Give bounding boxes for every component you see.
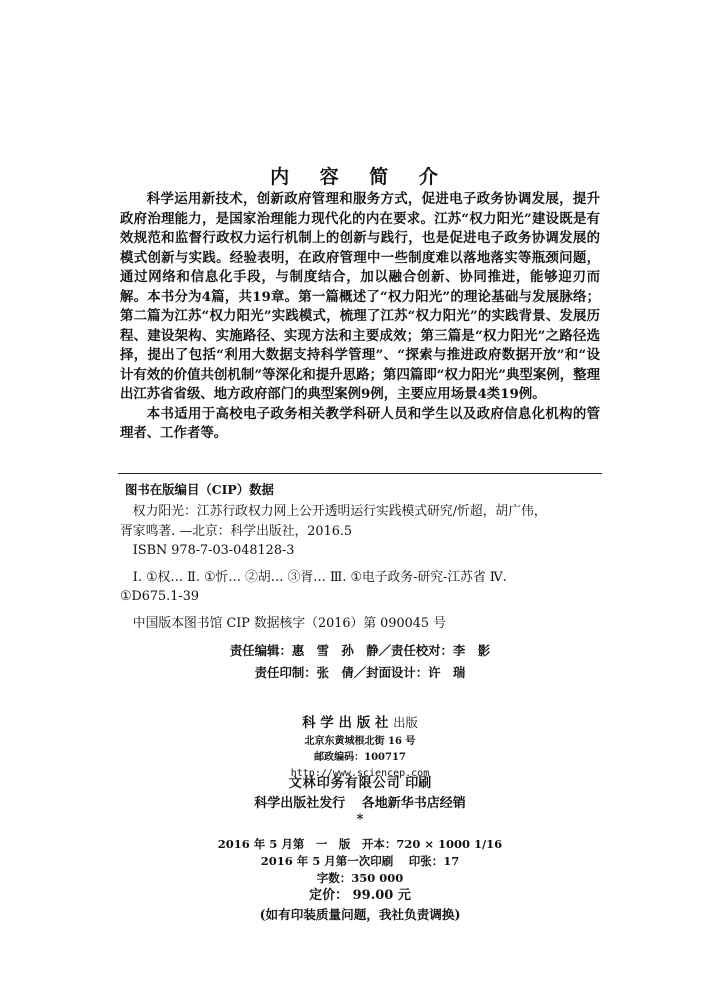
edition-line-2: 2016 年 5 月第一次印刷 印张：17 [260,854,460,868]
printer-block [0,774,720,826]
cip-classification-number: ①D675.1-39 [120,589,199,604]
credits-editors: 责任编辑：惠 雪 孙 静／责任校对：李 影 [229,643,491,658]
edition-block [0,836,720,923]
cip-author-line: 胥家鸣著. —北京：科学出版社，2016.5 [120,523,353,539]
abstract [120,190,600,444]
quality-note: (如有印装质量问题，我社负责调换) [259,907,461,922]
publisher-name: 科 学 出 版 社 [302,715,389,731]
cip-classification: Ⅰ. ①权… Ⅱ. ①忻… ②胡… ③胥… Ⅲ. ①电子政务-研究-江苏省 Ⅳ. [132,569,507,585]
cip-heading: 图书在版编目（CIP）数据 [125,482,274,497]
section-divider [118,473,602,474]
cip-number: 中国版本图书馆 CIP 数据核字（2016）第 090045 号 [132,615,446,631]
printer-line [0,774,720,794]
publisher-block [0,712,720,782]
distribution-right: 各地新华书店经销 [361,796,466,811]
publisher-name-line [0,712,720,734]
abstract-paragraph-2: 本书适用于高校电子政务相关教学科研人员和学生以及政府信息化机构的管理者、工作者等。 [120,405,600,441]
printer-name-suffix: 印刷 [405,776,432,791]
price: 定价： 99.00 元 [309,888,411,903]
publisher-postcode: 邮政编码：100717 [314,752,406,763]
cip-title-line: 权力阳光：江苏行政权力网上公开透明运行实践模式研究/忻超，胡广伟， [132,504,547,519]
publisher-url: http://www.sciencep.com [290,768,430,779]
separator-star: * [356,812,364,827]
cip-record [120,502,600,633]
distribution-line [0,794,720,814]
cip-isbn: ISBN 978-7-03-048128-3 [132,543,295,558]
page-title: 内 容 简 介 [270,166,450,188]
publisher-name-suffix: 出版 [393,715,418,730]
distribution-left: 科学出版社发行 [254,796,346,811]
credits-production: 责任印制：张 倩／封面设计：许 瑞 [254,665,466,680]
publisher-address: 北京东黄城根北街 16 号 [304,736,416,747]
word-count: 字数：350 000 [316,871,404,885]
abstract-paragraph-1: 科学运用新技术，创新政府管理和服务方式，促进电子政务协调发展，提升政府治理能力，是国家治理能力现代化的内在要求。江苏“权力阳光”建设既是有效规范和监督行政权力运行机制上的创新与践行，也是促进电子政务协调发展的模式创新与实践。经验表明，在政府管理中一些制度难以落地落实等瓶颈问题，通过网络和信息化手段，与制度结合，加以融合创新、协同推进，能够迎刃而解。本书分为4篇，共19章。第一篇概述了“权力阳光”的理论基础与发展脉络；第二篇为江苏“权力阳光”实践模式，梳理了江苏“权力阳光”的实践背景、发展历程、建设架构、实施路径、实现方法和主要成效；第三篇是“权力阳光”之路径选择，提出了包括“利用大数据支持科学管理”、“探索与推进政府数据开放”和“设计有效的价值共创机制”等深化和提升思路；第四篇即“权力阳光”典型案例，整理出江苏省省级、地方政府部门的典型案例9例，主要应用场景4类19例。 [120,191,600,402]
edition-line-1: 2016 年 5 月第 一 版 开本：720 × 1000 1/16 [217,837,503,851]
printer-name: 文林印务有限公司 [288,776,401,791]
credits [0,640,720,684]
